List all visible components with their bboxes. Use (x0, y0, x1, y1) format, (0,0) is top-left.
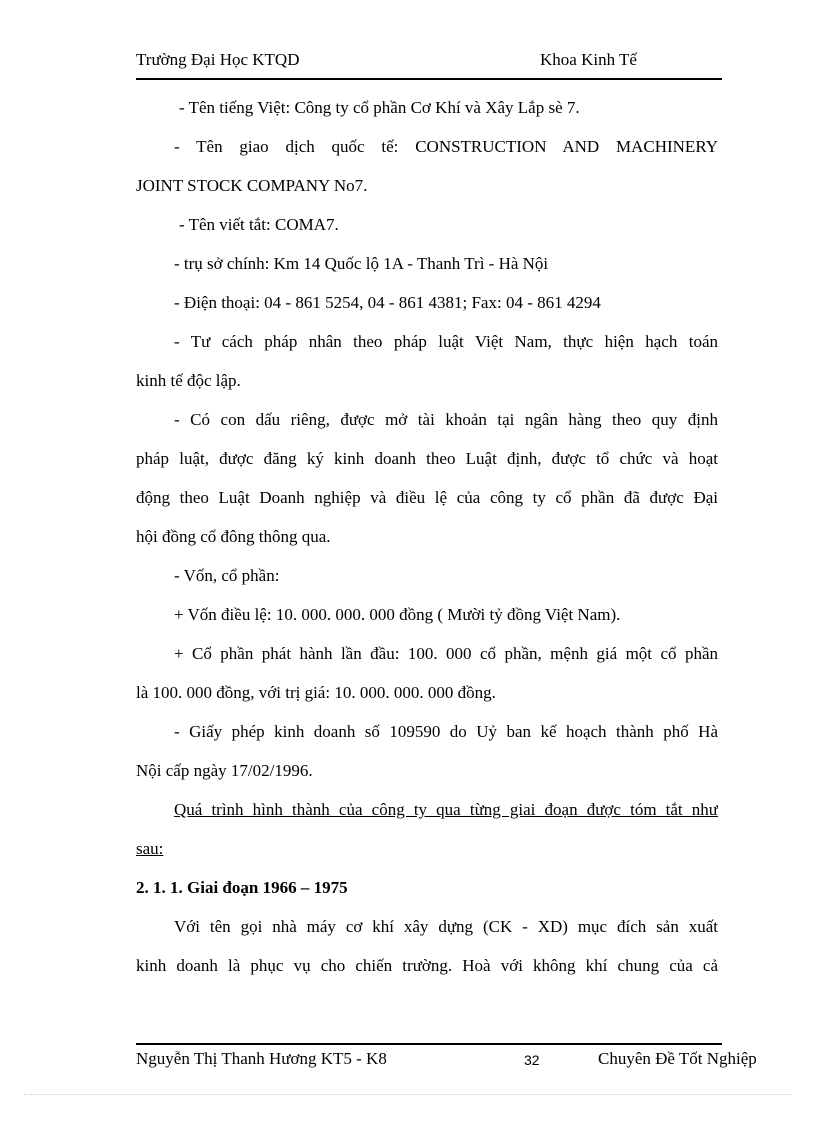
line-share-value: là 100. 000 đồng, với trị giá: 10. 000. 000. 000 đồng. (136, 683, 496, 702)
footer-rule (136, 1043, 722, 1045)
page-edge-divider (24, 1094, 792, 1095)
line-period-description: Với tên gọi nhà máy cơ khí xây dựng (CK - XD) mục đích sản xuất (174, 917, 718, 936)
line-headquarters: - trụ sở chính: Km 14 Quốc lộ 1A - Thanh Trì - Hà Nội (174, 254, 549, 273)
line-formation-intro-cont: sau: (136, 839, 164, 858)
line-legal-status: - Tư cách pháp nhân theo pháp luật Việt Nam, thực hiện hạch toán (174, 332, 718, 351)
line-formation-intro: Quá trình hình thành của công ty qua từng giai đoạn được tóm tắt như (174, 800, 718, 819)
line-international-name-cont: JOINT STOCK COMPANY No7. (136, 176, 368, 195)
line-vietnamese-name: - Tên tiếng Việt: Công ty cổ phần Cơ Khí và Xây Lắp sè 7. (179, 98, 580, 117)
line-period-description-cont: kinh doanh là phục vụ cho chiến trường. Hoà với không khí chung của cả (136, 956, 718, 975)
line-business-license: - Giấy phép kinh doanh số 109590 do Uỷ ban kế hoạch thành phố Hà (174, 722, 718, 741)
document-body (136, 88, 718, 985)
section-heading: 2. 1. 1. Giai đoạn 1966 – 1975 (136, 878, 348, 897)
page-number: 32 (524, 1052, 540, 1068)
line-operation: động theo Luật Doanh nghiệp và điều lệ của công ty cổ phần đã được Đại (136, 488, 718, 507)
line-seal-account: - Có con dấu riêng, được mở tài khoản tại ngân hàng theo quy định (174, 410, 718, 429)
line-approval: hội đồng cổ đông thông qua. (136, 527, 331, 546)
header-rule (136, 78, 722, 80)
header-school: Trường Đại Học KTQD (136, 50, 300, 69)
line-charter-capital: + Vốn điều lệ: 10. 000. 000. 000 đồng ( Mười tỷ đồng Việt Nam). (174, 605, 621, 624)
line-registration: pháp luật, được đăng ký kinh doanh theo Luật định, được tổ chức và hoạt (136, 449, 718, 468)
line-license-date: Nội cấp ngày 17/02/1996. (136, 761, 313, 780)
line-legal-status-cont: kinh tế độc lập. (136, 371, 241, 390)
line-initial-shares: + Cổ phần phát hành lần đầu: 100. 000 cổ phần, mệnh giá một cổ phần (174, 644, 718, 663)
footer-author: Nguyễn Thị Thanh Hương KT5 - K8 (136, 1049, 387, 1068)
footer-title: Chuyên Đề Tốt Nghiệp (598, 1049, 757, 1068)
line-capital-heading: - Vốn, cổ phần: (174, 566, 280, 585)
line-phone-fax: - Điện thoại: 04 - 861 5254, 04 - 861 4381; Fax: 04 - 861 4294 (174, 293, 601, 312)
header-faculty: Khoa Kinh Tế (540, 50, 637, 69)
line-international-name: - Tên giao dịch quốc tế: CONSTRUCTION AND MACHINERY (174, 137, 718, 156)
line-abbreviation: - Tên viết tắt: COMA7. (179, 215, 339, 234)
